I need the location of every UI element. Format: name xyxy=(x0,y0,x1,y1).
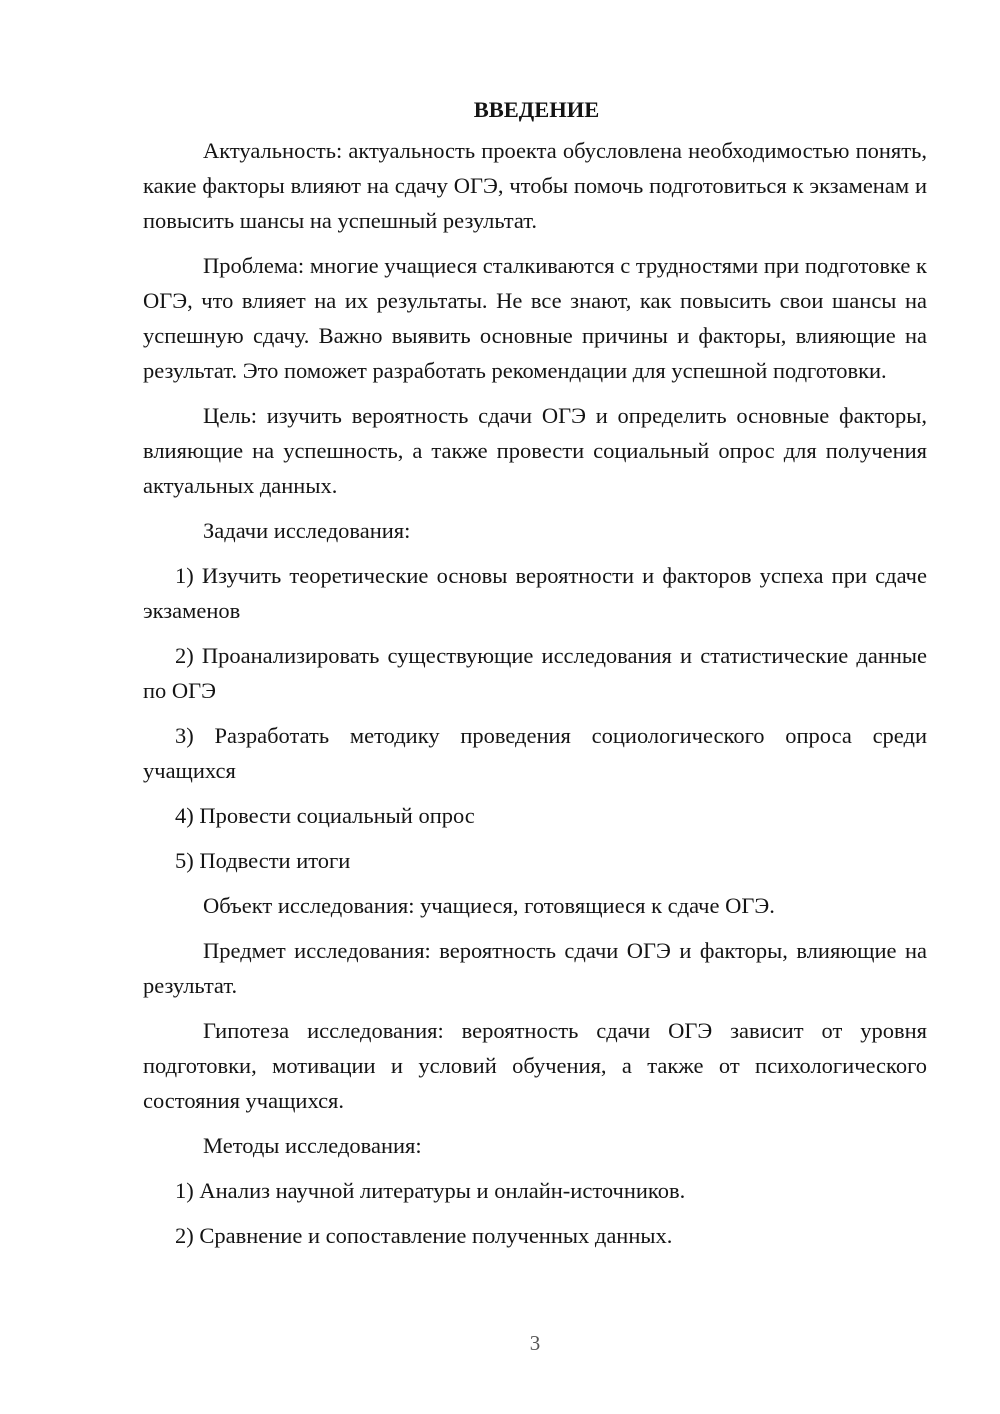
task-item-1: 1) Изучить теоретические основы вероятности и факторов успеха при сдаче экзаменов xyxy=(143,563,927,623)
task-item-4: 4) Провести социальный опрос xyxy=(175,803,475,828)
task-item-5: 5) Подвести итоги xyxy=(175,848,351,873)
problem-paragraph: Проблема: многие учащиеся сталкиваются с трудностями при подготовке к ОГЭ, что влияет на их результаты. Не все знают, как повысить свои шансы на успешную сдачу. Важно выявить основные причины и факторы, влияющие на результат. Это поможет разработать рекомендации для успешной подготовки. xyxy=(143,253,927,383)
tasks-title: Задачи исследования: xyxy=(203,518,411,543)
object-paragraph: Объект исследования: учащиеся, готовящиеся к сдаче ОГЭ. xyxy=(203,893,775,918)
methods-title: Методы исследования: xyxy=(203,1133,422,1158)
task-item-3: 3) Разработать методику проведения социологического опроса среди учащихся xyxy=(143,723,927,783)
goal-paragraph: Цель: изучить вероятность сдачи ОГЭ и определить основные факторы, влияющие на успешность, а также провести социальный опрос для получения актуальных данных. xyxy=(143,403,927,498)
subject-paragraph: Предмет исследования: вероятность сдачи ОГЭ и факторы, влияющие на результат. xyxy=(143,938,927,998)
relevance-paragraph: Актуальность: актуальность проекта обусловлена необходимостью понять, какие факторы влияют на сдачу ОГЭ, чтобы помочь подготовиться к экзаменам и повысить шансы на успешный результат. xyxy=(143,138,927,233)
document-page xyxy=(143,96,927,1263)
task-item-2: 2) Проанализировать существующие исследования и статистические данные по ОГЭ xyxy=(143,643,927,703)
method-item-1: 1) Анализ научной литературы и онлайн-источников. xyxy=(175,1178,686,1203)
hypothesis-paragraph: Гипотеза исследования: вероятность сдачи ОГЭ зависит от уровня подготовки, мотивации и условий обучения, а также от психологического состояния учащихся. xyxy=(143,1018,927,1113)
page-number: 3 xyxy=(529,1331,541,1355)
method-item-2: 2) Сравнение и сопоставление полученных данных. xyxy=(175,1223,673,1248)
section-heading: ВВЕДЕНИЕ xyxy=(473,97,600,122)
